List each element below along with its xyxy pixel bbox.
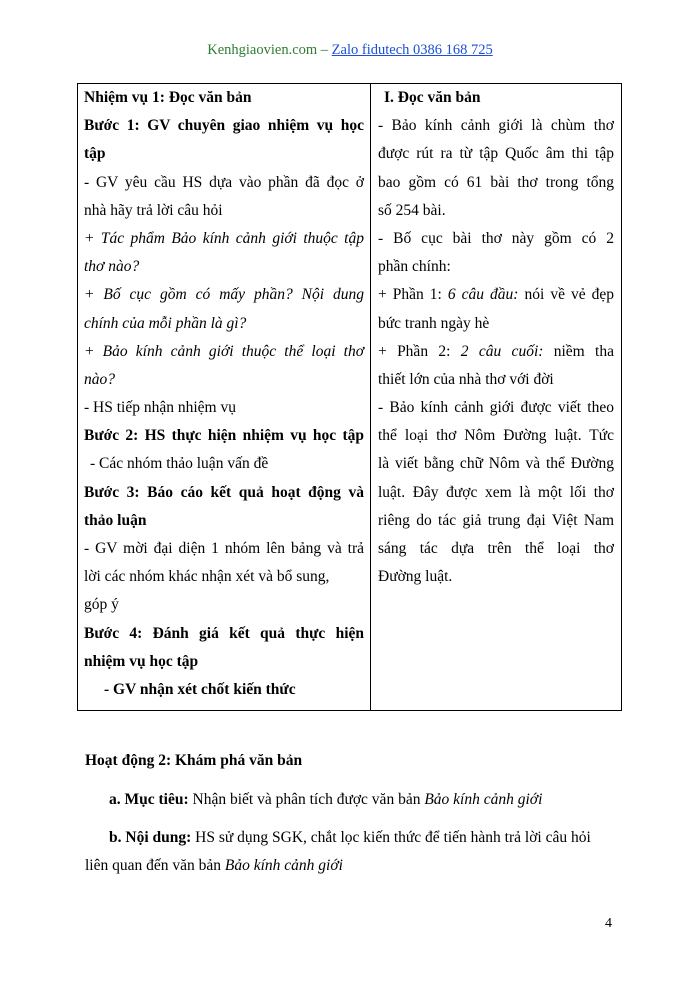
right-line: - Bảo kính cảnh giới được viết theo	[378, 399, 614, 417]
contact-link[interactable]: Zalo fidutech 0386 168 725	[331, 42, 493, 58]
left-line: Bước 3: Báo cáo kết quả hoạt động và	[84, 483, 364, 501]
page-number: 4	[605, 916, 612, 931]
right-line-text: + Phần 2:	[378, 342, 461, 360]
left-line: - HS tiếp nhận nhiệm vụ	[84, 399, 236, 417]
left-line: góp ý	[84, 596, 119, 614]
left-line: nhà hãy trả lời câu hỏi	[84, 201, 223, 219]
right-line: riêng do tác giả trung đại Việt Nam	[378, 511, 614, 529]
content-text-2: liên quan đến văn bản	[85, 857, 225, 874]
left-line: lời các nhóm khác nhận xét và bổ sung,	[84, 568, 330, 586]
objective-text: Nhận biết và phân tích được văn bản	[188, 791, 425, 808]
objective-work-title: Bảo kính cảnh giới	[424, 791, 543, 808]
header-separator: –	[317, 42, 332, 58]
right-line	[378, 281, 614, 309]
left-line: thơ nào?	[84, 258, 140, 276]
objective-label: a. Mục tiêu:	[109, 791, 189, 808]
activity-title: Hoạt động 2: Khám phá văn bản	[85, 752, 303, 769]
content-label: b. Nội dung:	[109, 829, 192, 846]
right-line-text: nói về vẻ đẹp	[518, 286, 614, 304]
left-line: thảo luận	[84, 511, 147, 529]
left-line: + Bố cục gồm có mấy phần? Nội dung	[84, 286, 364, 304]
content-work-title: Bảo kính cảnh giới	[224, 857, 343, 874]
left-line: - GV yêu cầu HS dựa vào phần đã đọc ở	[84, 173, 364, 191]
left-line: chính của mỗi phần là gì?	[84, 314, 247, 332]
left-line: Bước 2: HS thực hiện nhiệm vụ học tập	[84, 427, 364, 445]
right-line: - Bảo kính cảnh giới là chùm thơ	[378, 117, 614, 135]
right-line: Đường luật.	[378, 568, 453, 586]
right-line: được rút ra từ tập Quốc âm thi tập	[378, 145, 614, 163]
right-line: luật. Đây được xem là một lối thơ	[378, 483, 614, 501]
left-line: Bước 4: Đánh giá kết quả thực hiện	[84, 624, 364, 642]
content-line-2	[85, 852, 343, 880]
content-line	[109, 824, 609, 852]
right-line: phần chính:	[378, 258, 451, 276]
site-name[interactable]: Kenhgiaovien.com	[207, 42, 318, 58]
left-line: - GV mời đại diện 1 nhóm lên bảng và trả	[84, 540, 364, 557]
right-line: số 254 bài.	[378, 201, 446, 219]
right-line: sáng tác dựa trên thể loại thơ	[378, 540, 614, 557]
expected-outcome-column	[378, 84, 614, 591]
page-header	[0, 42, 700, 59]
left-line: - Các nhóm thảo luận vấn đề	[90, 455, 269, 473]
right-line: là viết bằng chữ Nôm và thể Đường	[378, 455, 614, 473]
right-line: bao gồm có 61 bài thơ trong tổng	[378, 173, 614, 191]
right-line	[378, 338, 614, 366]
objective-line	[109, 786, 542, 814]
right-line-text: niềm tha	[543, 342, 614, 360]
left-line: + Bảo kính cảnh giới thuộc thể loại thơ	[84, 342, 364, 360]
right-line: bức tranh ngày hè	[378, 314, 490, 332]
right-line: - Bố cục bài thơ này gồm có 2	[378, 229, 614, 247]
left-line: - GV nhận xét chốt kiến thức	[104, 680, 296, 698]
right-line-emphasis: 6 câu đầu:	[447, 286, 519, 304]
left-line: Bước 1: GV chuyên giao nhiệm vụ học	[84, 117, 364, 135]
left-line: Nhiệm vụ 1: Đọc văn bản	[84, 89, 252, 106]
left-line: + Tác phẩm Bảo kính cảnh giới thuộc tập	[84, 229, 364, 247]
right-line: I. Đọc văn bản	[384, 89, 481, 106]
left-line: tập	[84, 145, 106, 163]
lesson-table	[77, 83, 622, 711]
right-line: thiết lớn của nhà thơ với đời	[378, 370, 554, 388]
right-line-emphasis: 2 câu cuối:	[460, 342, 544, 360]
right-line: thể loại thơ Nôm Đường luật. Tức	[378, 427, 614, 445]
left-line: nào?	[84, 370, 115, 388]
left-line: nhiệm vụ học tập	[84, 652, 199, 670]
content-text: HS sử dụng SGK, chắt lọc kiến thức để tiến hành trả lời câu hỏi	[191, 829, 591, 846]
teacher-student-activity-column	[84, 84, 364, 704]
column-divider	[370, 84, 371, 710]
right-line-text: + Phần 1:	[378, 286, 448, 304]
